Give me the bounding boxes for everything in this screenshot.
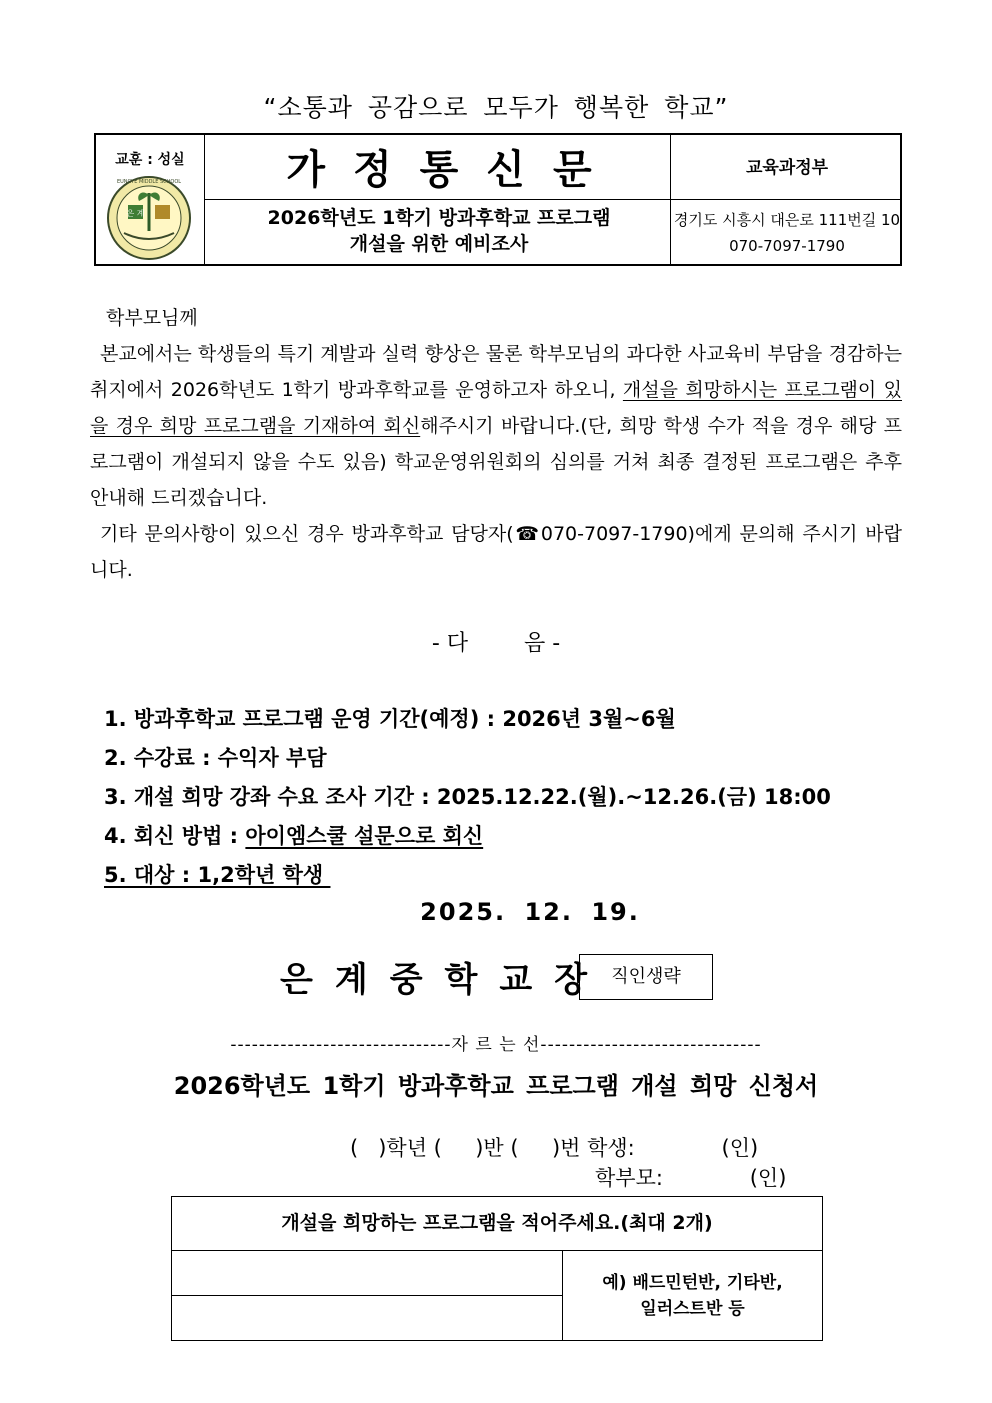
subtitle-line: 2026학년도 1학기 방과후학교 프로그램 xyxy=(267,207,611,229)
school-slogan: “소통과 공감으로 모두가 행복한 학교” xyxy=(263,93,729,122)
list-item xyxy=(104,856,831,895)
list-item: 1. 방과후학교 프로그램 운영 기간(예정) : 2026년 3월~6월 xyxy=(104,707,676,731)
school-address: 경기도 시흥시 대은로 111번길 10 xyxy=(673,211,901,229)
application-table xyxy=(171,1196,823,1341)
newsletter-header-table xyxy=(94,133,902,266)
letter-paragraph xyxy=(90,336,902,516)
seal-omitted-box: 직인생략 xyxy=(579,954,713,1000)
list-item xyxy=(104,817,831,856)
example-line: 예) 배드민턴반, 기타반, xyxy=(602,1272,783,1293)
newsletter-title: 가정통신문 xyxy=(286,147,620,193)
subtitle-line: 개설을 위한 예비조사 xyxy=(349,233,529,255)
letter-text-emphasis: 개설을 희망하시는 프로그램이 있을 경우 희망 프로그램을 기재하여 회신 xyxy=(90,379,902,437)
newsletter-subtitle xyxy=(206,205,672,257)
letter-paragraph: 기타 문의사항이 있으신 경우 방과후학교 담당자(☎070-7097-1790)에게 문의해 주시기 바랍니다. xyxy=(90,523,902,581)
school-contact xyxy=(672,207,902,259)
greeting: 학부모님께 xyxy=(106,307,198,329)
example-line: 일러스트반 등 xyxy=(640,1298,745,1319)
next-heading: - 다 음 - xyxy=(431,631,561,656)
student-info-line: ( )학년 ( )반 ( )번 학생: (인) xyxy=(350,1136,759,1160)
issue-date: 2025. 12. 19. xyxy=(420,898,640,926)
school-phone: 070-7097-1790 xyxy=(729,237,845,255)
cut-line: -------------------------------자 르 는 선------------------------------- xyxy=(230,1035,762,1055)
logo-ring-text: EUNGYE MIDDLE SCHOOL xyxy=(116,179,182,185)
department: 교육과정부 xyxy=(745,158,829,178)
details-list xyxy=(104,700,831,895)
list-item: 2. 수강료 : 수익자 부담 xyxy=(104,746,327,770)
principal-title: 은계중학교장 xyxy=(280,960,610,1000)
logo-text: 은 계 xyxy=(126,209,145,218)
form-title: 2026학년도 1학기 방과후학교 프로그램 개설 희망 신청서 xyxy=(173,1072,819,1100)
school-logo xyxy=(106,175,192,265)
school-motto: 교훈 : 성실 xyxy=(115,152,185,168)
letter-text: 본교에서는 학생들의 특기 계발과 실력 향상은 물론 학부모님의 과다한 사교육비 부담을 경감하는 취지에서 2026학년도 1학기 방과후학교를 운영하고자 하오니, xyxy=(90,343,902,401)
example-programs xyxy=(563,1251,822,1340)
program-input-cell[interactable] xyxy=(172,1251,563,1296)
parent-info-line: 학부모: (인) xyxy=(595,1166,787,1190)
list-item-label: 4. 회신 방법 : xyxy=(104,824,246,848)
program-input-cell[interactable] xyxy=(172,1296,563,1340)
letter-text: 해주시기 바랍니다.(단, 희망 학생 수가 적을 경우 해당 프로그램이 개설되지 않을 수도 있음) 학교운영위원회의 심의를 거쳐 최종 결정된 프로그램은 추후 안내해 드리겠습니다. xyxy=(90,415,902,509)
application-table-header: 개설을 희망하는 프로그램을 적어주세요.(최대 2개) xyxy=(172,1197,822,1251)
list-item-emphasis: 5. 대상 : 1,2학년 학생 xyxy=(104,863,331,887)
list-item: 3. 개설 희망 강좌 수요 조사 기간 : 2025.12.22.(월).~12.26.(금) 18:00 xyxy=(104,785,831,809)
list-item-emphasis: 아이엠스쿨 설문으로 회신 xyxy=(245,824,484,848)
